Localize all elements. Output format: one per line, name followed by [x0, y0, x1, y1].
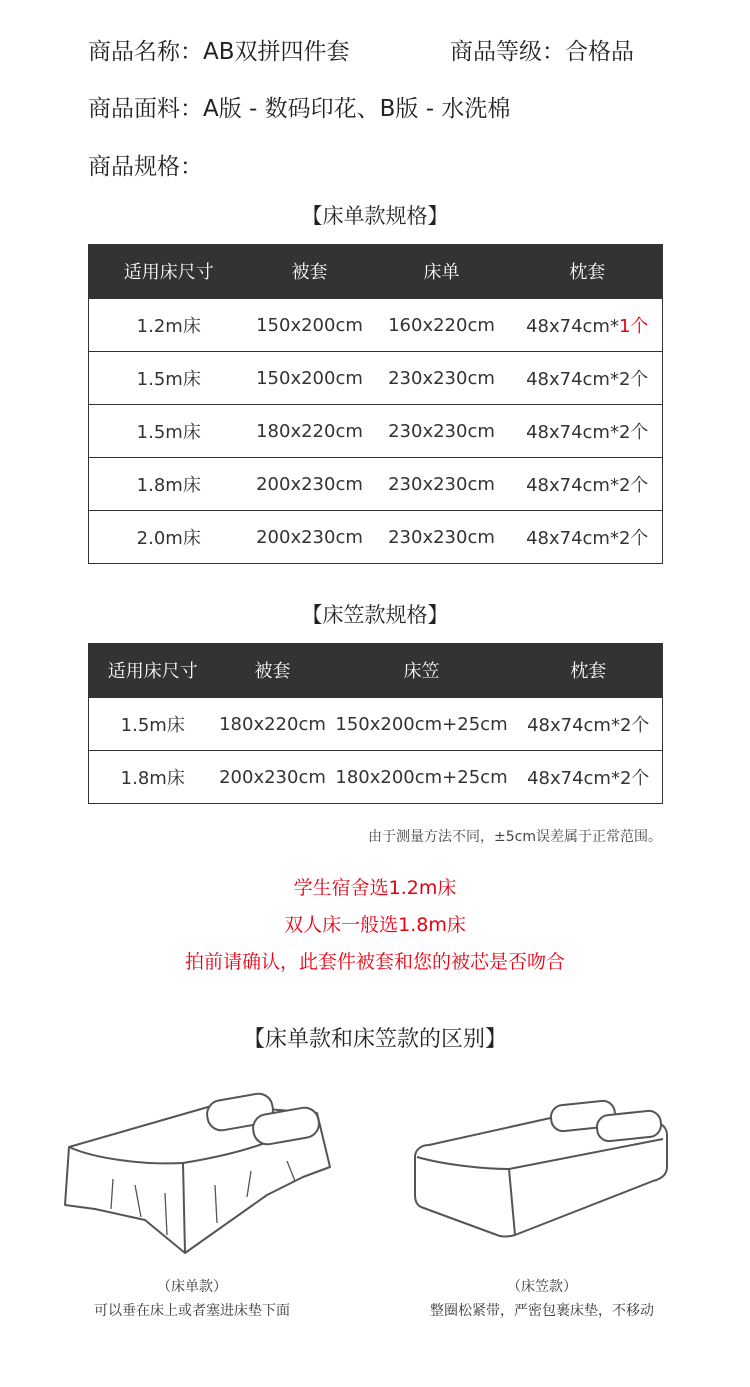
cell-bed-size: 1.8m床 [89, 458, 249, 511]
difference-title: 【床单款和床笠款的区别】 [242, 1027, 507, 1052]
table-row [89, 511, 663, 564]
cell-fitted-sheet: 180x200cm+25cm [329, 751, 515, 804]
product-material [88, 90, 510, 123]
header-duvet-cover: 被套 [217, 643, 329, 698]
product-material-label: 商品面料： [88, 96, 203, 122]
table-row [89, 698, 663, 751]
cell-bed-size: 1.5m床 [89, 698, 217, 751]
product-grade-label: 商品等级： [450, 39, 565, 65]
product-grade-value: 合格品 [565, 39, 634, 65]
cell-pillowcase: 48x74cm*2个 [513, 458, 663, 511]
fitted-sheet-bed-illustration [405, 1095, 675, 1245]
fitted-sheet-title: 【床笠款规格】 [301, 603, 449, 627]
product-spec-label: 商品规格： [88, 154, 203, 180]
cell-bed-size: 1.5m床 [89, 405, 249, 458]
table-row [89, 405, 663, 458]
tip-double-bed: 双人床一般选1.8m床 [284, 914, 466, 936]
table-row [89, 299, 663, 352]
cell-bed-size: 1.8m床 [89, 751, 217, 804]
header-pillowcase: 枕套 [513, 244, 663, 299]
product-name-label: 商品名称： [88, 39, 203, 65]
cell-flat-sheet: 230x230cm [371, 511, 513, 564]
cell-duvet-cover: 150x200cm [249, 299, 371, 352]
cell-pillowcase: 48x74cm*2个 [515, 698, 663, 751]
cell-duvet-cover: 180x220cm [217, 698, 329, 751]
fitted-sheet-caption-desc: 整圈松紧带，严密包裹床垫，不移动 [430, 1303, 654, 1319]
pillowcase-size: 48x74cm* [526, 316, 619, 337]
table-row [89, 458, 663, 511]
tip-confirm: 拍前请确认，此套件被套和您的被芯是否吻合 [184, 951, 565, 973]
fitted-sheet-caption-label: （床笠款） [507, 1279, 577, 1295]
cell-flat-sheet: 230x230cm [371, 458, 513, 511]
header-bed-size: 适用床尺寸 [89, 643, 217, 698]
fitted-sheet-table [88, 643, 663, 804]
header-bed-size: 适用床尺寸 [89, 244, 249, 299]
product-grade [450, 33, 634, 66]
cell-flat-sheet: 230x230cm [371, 352, 513, 405]
table-header-row [89, 244, 663, 299]
product-name-value: AB双拼四件套 [203, 39, 350, 65]
header-duvet-cover: 被套 [249, 244, 371, 299]
flat-sheet-table [88, 244, 663, 564]
table-header-row [89, 643, 663, 698]
cell-pillowcase: 48x74cm*2个 [515, 751, 663, 804]
cell-bed-size: 1.2m床 [89, 299, 249, 352]
product-name [88, 33, 350, 66]
product-material-value: A版 - 数码印花、B版 - 水洗棉 [203, 96, 511, 122]
measurement-note: 由于测量方法不同，±5cm误差属于正常范围。 [368, 829, 662, 845]
flat-sheet-caption-desc: 可以垂在床上或者塞进床垫下面 [94, 1303, 290, 1319]
cell-bed-size: 1.5m床 [89, 352, 249, 405]
header-fitted-sheet: 床笠 [329, 643, 515, 698]
cell-flat-sheet: 230x230cm [371, 405, 513, 458]
table-row [89, 352, 663, 405]
cell-duvet-cover: 150x200cm [249, 352, 371, 405]
cell-pillowcase [513, 299, 663, 352]
cell-duvet-cover: 200x230cm [249, 458, 371, 511]
cell-duvet-cover: 200x230cm [217, 751, 329, 804]
cell-fitted-sheet: 150x200cm+25cm [329, 698, 515, 751]
flat-sheet-caption-label: （床单款） [157, 1279, 227, 1295]
cell-pillowcase: 48x74cm*2个 [513, 511, 663, 564]
table-row [89, 751, 663, 804]
flat-sheet-bed-illustration [55, 1085, 340, 1260]
cell-duvet-cover: 200x230cm [249, 511, 371, 564]
header-flat-sheet: 床单 [371, 244, 513, 299]
cell-pillowcase: 48x74cm*2个 [513, 352, 663, 405]
flat-sheet-title: 【床单款规格】 [301, 204, 449, 228]
cell-flat-sheet: 160x220cm [371, 299, 513, 352]
tip-dorm: 学生宿舍选1.2m床 [293, 877, 457, 899]
cell-bed-size: 2.0m床 [89, 511, 249, 564]
cell-pillowcase: 48x74cm*2个 [513, 405, 663, 458]
pillowcase-count-highlight: 1个 [618, 316, 649, 337]
header-pillowcase: 枕套 [515, 643, 663, 698]
cell-duvet-cover: 180x220cm [249, 405, 371, 458]
